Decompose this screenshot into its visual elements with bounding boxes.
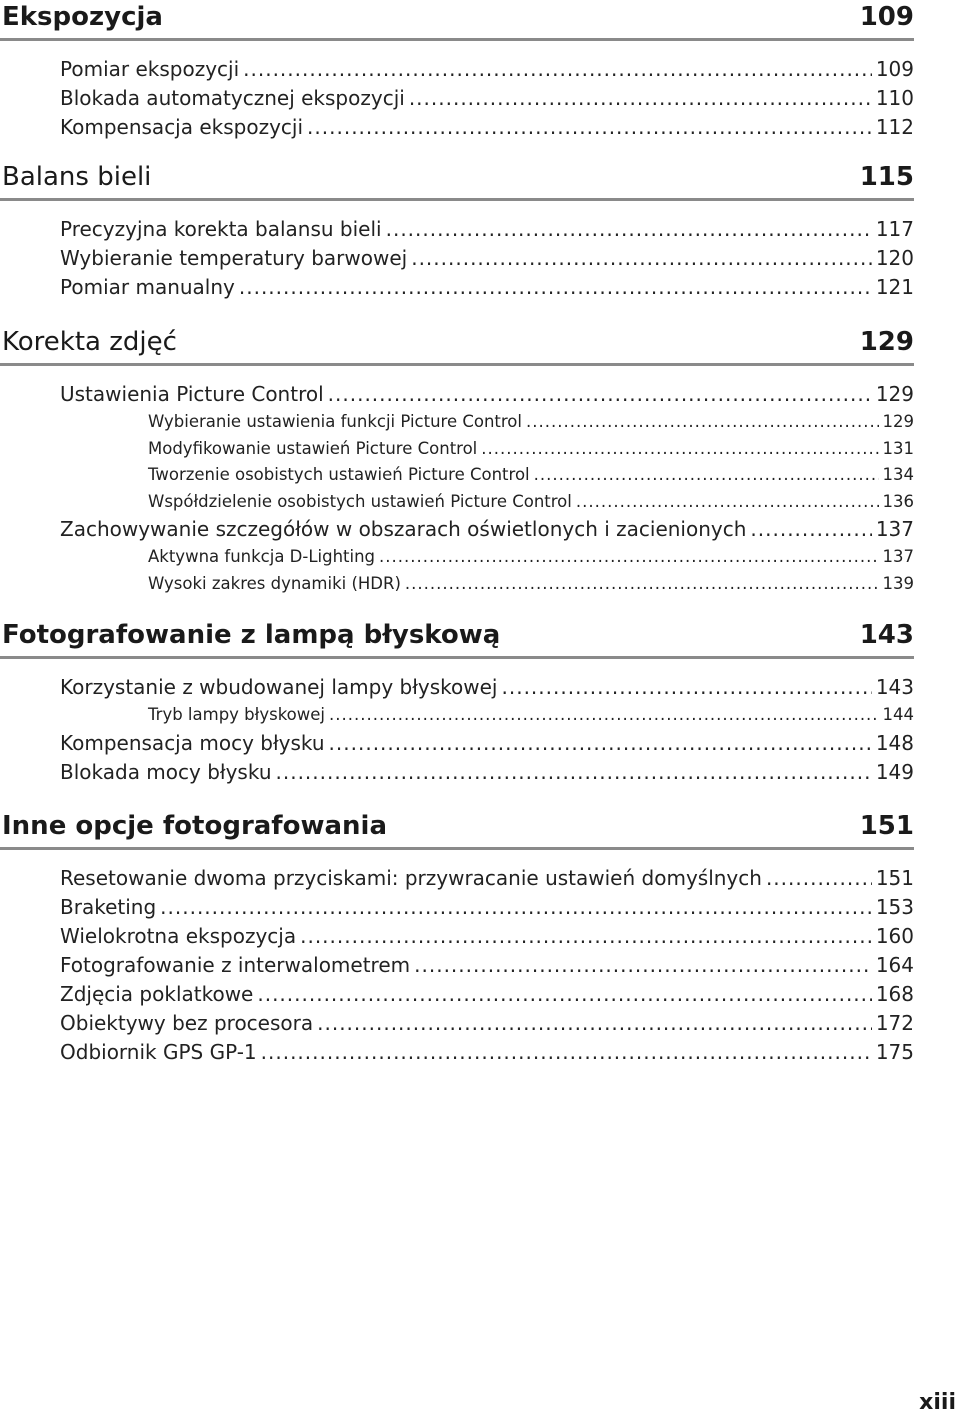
toc-entry[interactable] [60,55,914,84]
section-page-number: 129 [859,327,914,357]
dot-leader [386,215,872,244]
dot-leader [534,462,879,489]
entry-title: Pomiar ekspozycji [60,57,240,81]
toc-entry[interactable] [60,244,914,273]
entry-title: Wysoki zakres dynamiki (HDR) [148,573,401,593]
dot-leader [329,729,872,758]
entry-page-number: 109 [875,57,914,81]
dot-leader [328,380,872,409]
section-title: Korekta zdjęć [2,327,177,357]
dot-leader [766,864,872,893]
entry-title: Blokada mocy błysku [60,759,272,784]
entry-page-number: 148 [875,730,914,755]
entry-title: Wybieranie temperatury barwowej [60,246,408,270]
toc-entry[interactable] [60,758,914,787]
entry-title: Braketing [60,895,157,919]
entry-page-number: 151 [875,866,914,890]
page-number: xiii [919,1390,956,1415]
dot-leader [243,55,872,84]
toc-entry[interactable] [60,893,914,922]
toc-subentry[interactable] [148,544,914,571]
dot-leader [481,436,878,463]
entry-page-number: 121 [875,275,914,299]
entry-page-number: 136 [882,491,914,511]
entry-title: Precyzyjna korekta balansu bieli [60,217,382,241]
entry-title: Tryb lampy błyskowej [148,705,325,724]
entry-page-number: 117 [875,217,914,241]
toc-entry[interactable] [60,380,914,409]
entry-title: Pomiar manualny [60,275,235,299]
toc-entry[interactable] [60,980,914,1009]
entry-page-number: 168 [875,982,914,1006]
entry-page-number: 110 [875,86,914,110]
entry-page-number: 153 [875,895,914,919]
toc-entry[interactable] [60,1038,914,1067]
toc-subentry[interactable] [148,489,914,516]
section-divider [0,38,914,41]
entry-title: Ustawienia Picture Control [60,382,324,406]
entry-page-number: 112 [875,115,914,139]
entry-page-number: 120 [875,246,914,270]
section-divider [0,198,914,201]
entry-page-number: 143 [875,675,914,699]
dot-leader [409,84,872,113]
entry-page-number: 164 [875,953,914,977]
toc-entry[interactable] [60,729,914,758]
entry-title: Blokada automatycznej ekspozycji [60,86,405,110]
toc-entry[interactable] [60,864,914,893]
toc-entry[interactable] [60,84,914,113]
entry-page-number: 129 [875,382,914,406]
entry-title: Zdjęcia poklatkowe [60,982,254,1006]
dot-leader [411,244,872,273]
toc-section [0,618,914,787]
dot-leader [317,1009,872,1038]
entry-page-number: 134 [882,465,914,484]
toc-entry[interactable] [60,922,914,951]
section-title: Balans bieli [2,162,152,192]
entry-title: Zachowywanie szczegółów w obszarach oświetlonych i zacienionych [60,517,747,541]
entry-title: Kompensacja ekspozycji [60,115,304,139]
toc-section [0,160,914,302]
toc-section [0,325,914,597]
toc-entry[interactable] [60,951,914,980]
section-heading[interactable] [0,809,914,843]
toc-entry[interactable] [60,515,914,544]
dot-leader [526,409,879,436]
toc-section [0,809,914,1067]
section-divider [0,363,914,366]
dot-leader [239,273,872,302]
dot-leader [160,893,872,922]
toc-subentry[interactable] [148,571,914,598]
entry-page-number: 139 [882,573,914,593]
entry-title: Tworzenie osobistych ustawień Picture Control [148,465,530,484]
dot-leader [307,113,872,142]
section-heading[interactable] [0,0,914,34]
dot-leader [261,1038,872,1067]
toc-subentry[interactable] [148,409,914,436]
toc-section [0,0,914,142]
dot-leader [405,571,879,598]
entry-title: Obiektywy bez procesora [60,1011,314,1035]
section-divider [0,656,914,659]
section-title: Inne opcje fotografowania [2,811,388,841]
toc-entry[interactable] [60,273,914,302]
dot-leader [750,515,871,544]
entry-title: Aktywna funkcja D-Lighting [148,547,376,566]
section-page-number: 143 [859,620,914,650]
entry-title: Korzystanie z wbudowanej lampy błyskowej [60,675,498,699]
dot-leader [414,951,872,980]
section-divider [0,847,914,850]
dot-leader [329,702,879,729]
toc-subentry[interactable] [148,462,914,489]
toc-entry[interactable] [60,673,914,702]
dot-leader [379,544,878,571]
entry-page-number: 175 [875,1040,914,1064]
entry-page-number: 149 [875,759,914,784]
toc-subentry[interactable] [148,436,914,463]
section-page-number: 151 [859,811,914,841]
entry-title: Resetowanie dwoma przyciskami: przywracanie ustawień domyślnych [60,866,762,890]
entry-page-number: 131 [882,438,914,458]
section-heading[interactable] [0,160,914,194]
section-heading[interactable] [0,325,914,359]
entry-title: Modyfikowanie ustawień Picture Control [148,438,478,458]
section-page-number: 109 [859,2,914,32]
entry-title: Wielokrotna ekspozycja [60,924,297,948]
dot-leader [300,922,872,951]
entry-page-number: 172 [875,1011,914,1035]
dot-leader [576,489,879,516]
toc-subentry[interactable] [148,702,914,729]
entry-title: Współdzielenie osobistych ustawień Picture Control [148,491,572,511]
entry-title: Fotografowanie z interwalometrem [60,953,411,977]
dot-leader [502,673,872,702]
entry-title: Odbiornik GPS GP-1 [60,1040,257,1064]
section-title: Ekspozycja [2,2,163,32]
dot-leader [276,758,872,787]
entry-title: Wybieranie ustawienia funkcji Picture Control [148,412,522,431]
toc-entry[interactable] [60,215,914,244]
toc-entry[interactable] [60,113,914,142]
dot-leader [257,980,871,1009]
toc-entry[interactable] [60,1009,914,1038]
entry-page-number: 144 [882,705,914,724]
entry-page-number: 137 [875,517,914,541]
entry-page-number: 129 [882,412,914,431]
entry-page-number: 137 [882,547,914,566]
section-heading[interactable] [0,618,914,652]
entry-page-number: 160 [875,924,914,948]
section-title: Fotografowanie z lampą błyskową [2,620,501,650]
entry-title: Kompensacja mocy błysku [60,730,325,755]
section-page-number: 115 [859,162,914,192]
